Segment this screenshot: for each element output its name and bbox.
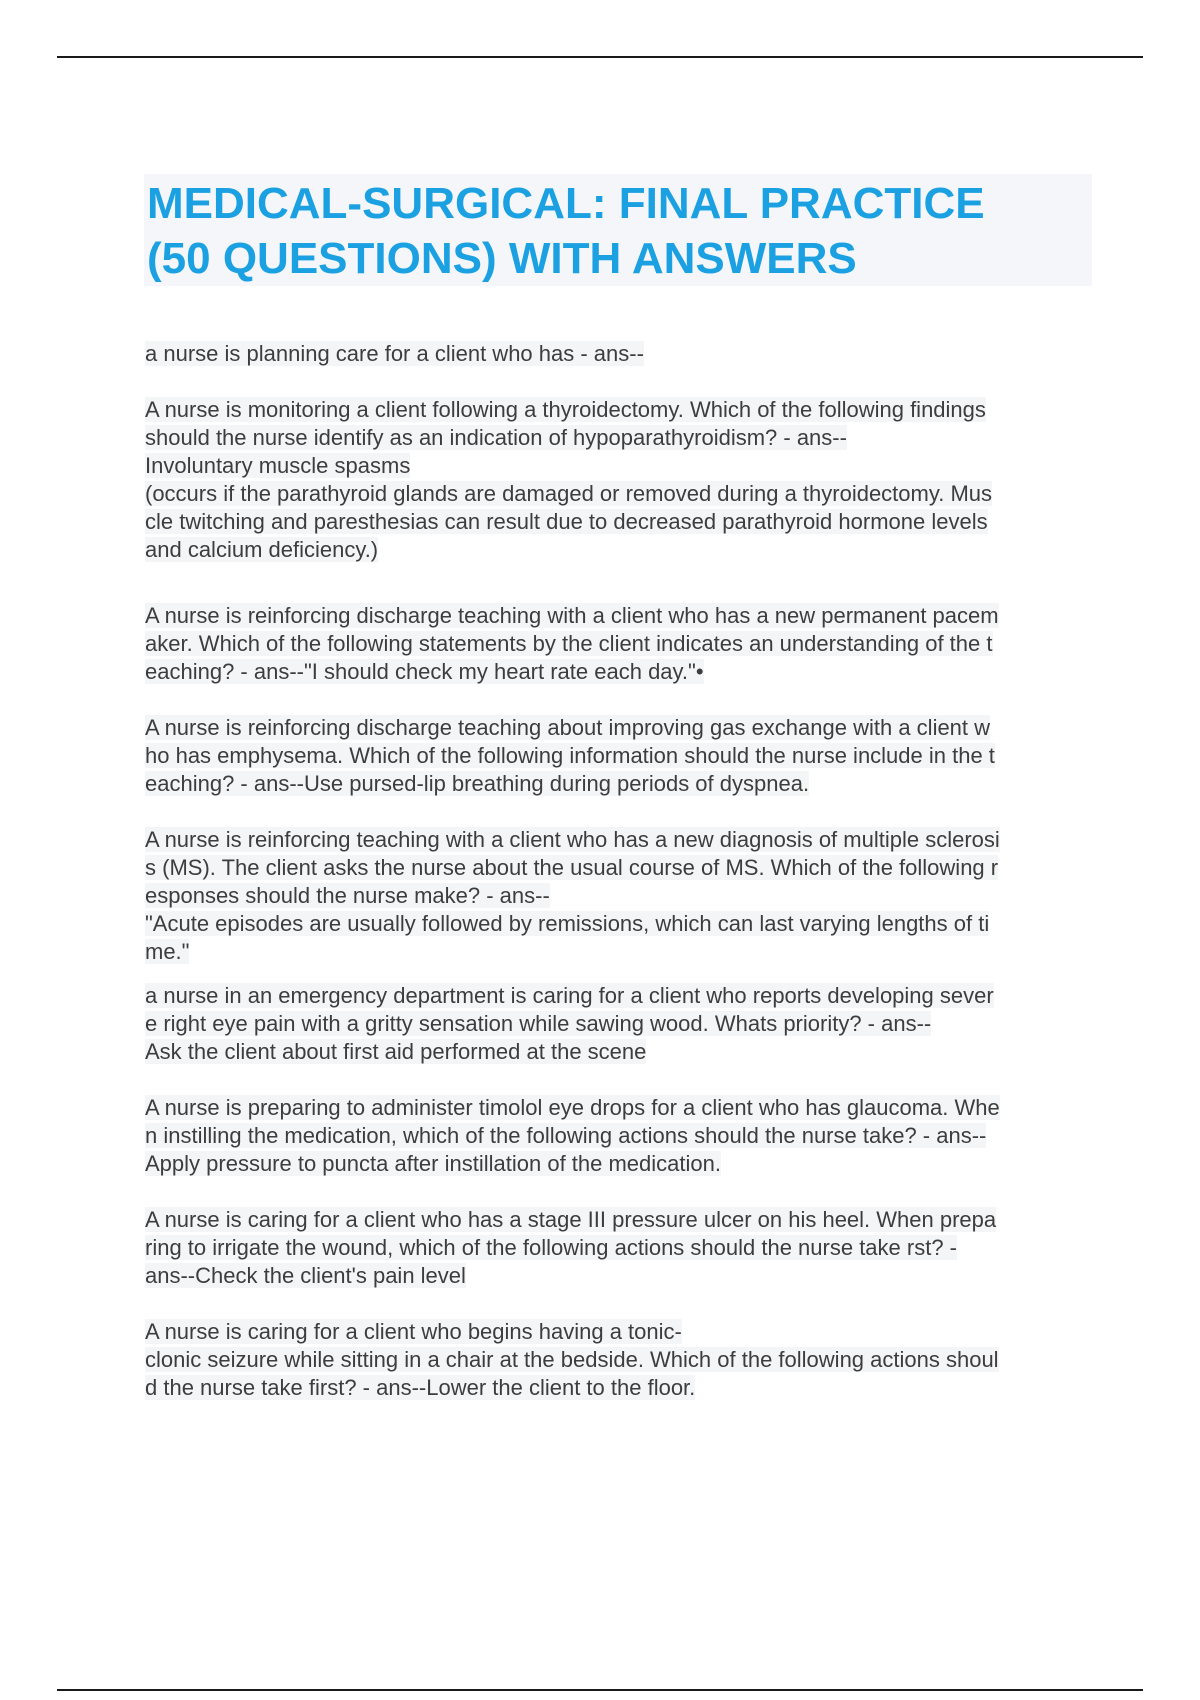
qa-line [145,982,1085,1010]
qa-line-text: n instilling the medication, which of the following actions should the nurse take? - ans-- [145,1123,987,1148]
qa-line-text: A nurse is caring for a client who begins having a tonic- [145,1319,682,1344]
qa-line-text: A nurse is reinforcing discharge teaching with a client who has a new permanent pacem [145,603,999,628]
qa-line [145,1010,1085,1038]
qa-line-text: aker. Which of the following statements by the client indicates an understanding of the t [145,631,993,656]
qa-line-text: A nurse is caring for a client who has a stage III pressure ulcer on his heel. When prepa [145,1207,997,1232]
qa-line [145,742,1085,770]
qa-line [145,1122,1085,1150]
qa-line-text: esponses should the nurse make? - ans-- [145,883,550,908]
qa-line-text: (occurs if the parathyroid glands are damaged or removed during a thyroidectomy. Mus [145,481,993,506]
qa-line-text: Apply pressure to puncta after instillation of the medication. [145,1151,721,1176]
qa-line-text: Involuntary muscle spasms [145,453,411,478]
qa-line [145,1234,1085,1262]
qa-line [145,1206,1085,1234]
qa-line-text: Ask the client about first aid performed at the scene [145,1039,647,1064]
qa-line-text: a nurse is planning care for a client who has - ans-- [145,341,644,366]
qa-entry [145,340,1085,368]
qa-line [145,424,1085,452]
qa-line [145,1094,1085,1122]
qa-entry [145,982,1085,1066]
qa-line [145,480,1085,508]
qa-line [145,826,1085,854]
qa-entry [145,396,1085,564]
qa-entry [145,1318,1085,1402]
qa-line-text: eaching? - ans--Use pursed-lip breathing during periods of dyspnea. [145,771,810,796]
document-title [144,174,1092,286]
qa-entry [145,714,1085,798]
qa-line [145,658,1085,686]
qa-line-text: should the nurse identify as an indication of hypoparathyroidism? - ans-- [145,425,847,450]
qa-line-text: e right eye pain with a gritty sensation while sawing wood. Whats priority? - ans-- [145,1011,932,1036]
qa-line [145,770,1085,798]
qa-line [145,1374,1085,1402]
title-line-2: (50 QUESTIONS) WITH ANSWERS [147,234,857,283]
qa-line [145,536,1085,564]
qa-line [145,882,1085,910]
qa-line [145,340,1085,368]
qa-line-text: A nurse is reinforcing discharge teaching about improving gas exchange with a client w [145,715,991,740]
qa-entry [145,1206,1085,1290]
qa-line [145,452,1085,480]
qa-line-text: a nurse in an emergency department is caring for a client who reports developing sever [145,983,994,1008]
qa-line [145,396,1085,424]
qa-line-text: "Acute episodes are usually followed by remissions, which can last varying lengths of ti [145,911,990,936]
qa-line-text: cle twitching and paresthesias can result due to decreased parathyroid hormone levels [145,509,988,534]
qa-line [145,854,1085,882]
qa-line-text: ring to irrigate the wound, which of the following actions should the nurse take rst? - [145,1235,958,1260]
qa-line [145,910,1085,938]
qa-line-text: clonic seizure while sitting in a chair at the bedside. Which of the following actions shoul [145,1347,999,1372]
qa-line [145,938,1085,966]
qa-line-text: ho has emphysema. Which of the following information should the nurse include in the t [145,743,995,768]
qa-line [145,1262,1085,1290]
qa-line-text: s (MS). The client asks the nurse about the usual course of MS. Which of the following r [145,855,999,880]
qa-line-text: and calcium deficiency.) [145,537,379,562]
qa-line [145,1346,1085,1374]
top-rule [57,56,1143,58]
qa-line [145,714,1085,742]
qa-line-text: me." [145,939,190,964]
qa-line-text: d the nurse take first? - ans--Lower the client to the floor. [145,1375,696,1400]
qa-line-text: A nurse is preparing to administer timolol eye drops for a client who has glaucoma. Whe [145,1095,1000,1120]
qa-line-text: eaching? - ans--"I should check my heart rate each day."• [145,659,704,684]
qa-entry [145,602,1085,686]
qa-entry [145,1094,1085,1178]
title-line-1: MEDICAL-SURGICAL: FINAL PRACTICE [147,179,985,228]
qa-line [145,508,1085,536]
qa-line [145,1150,1085,1178]
qa-line-text: A nurse is monitoring a client following a thyroidectomy. Which of the following findings [145,397,986,422]
qa-line [145,630,1085,658]
qa-entry [145,826,1085,966]
bottom-rule [57,1689,1143,1691]
qa-line-text: ans--Check the client's pain level [145,1263,466,1288]
qa-line [145,602,1085,630]
qa-line-text: A nurse is reinforcing teaching with a client who has a new diagnosis of multiple sclerosi [145,827,1000,852]
qa-line [145,1038,1085,1066]
qa-line [145,1318,1085,1346]
